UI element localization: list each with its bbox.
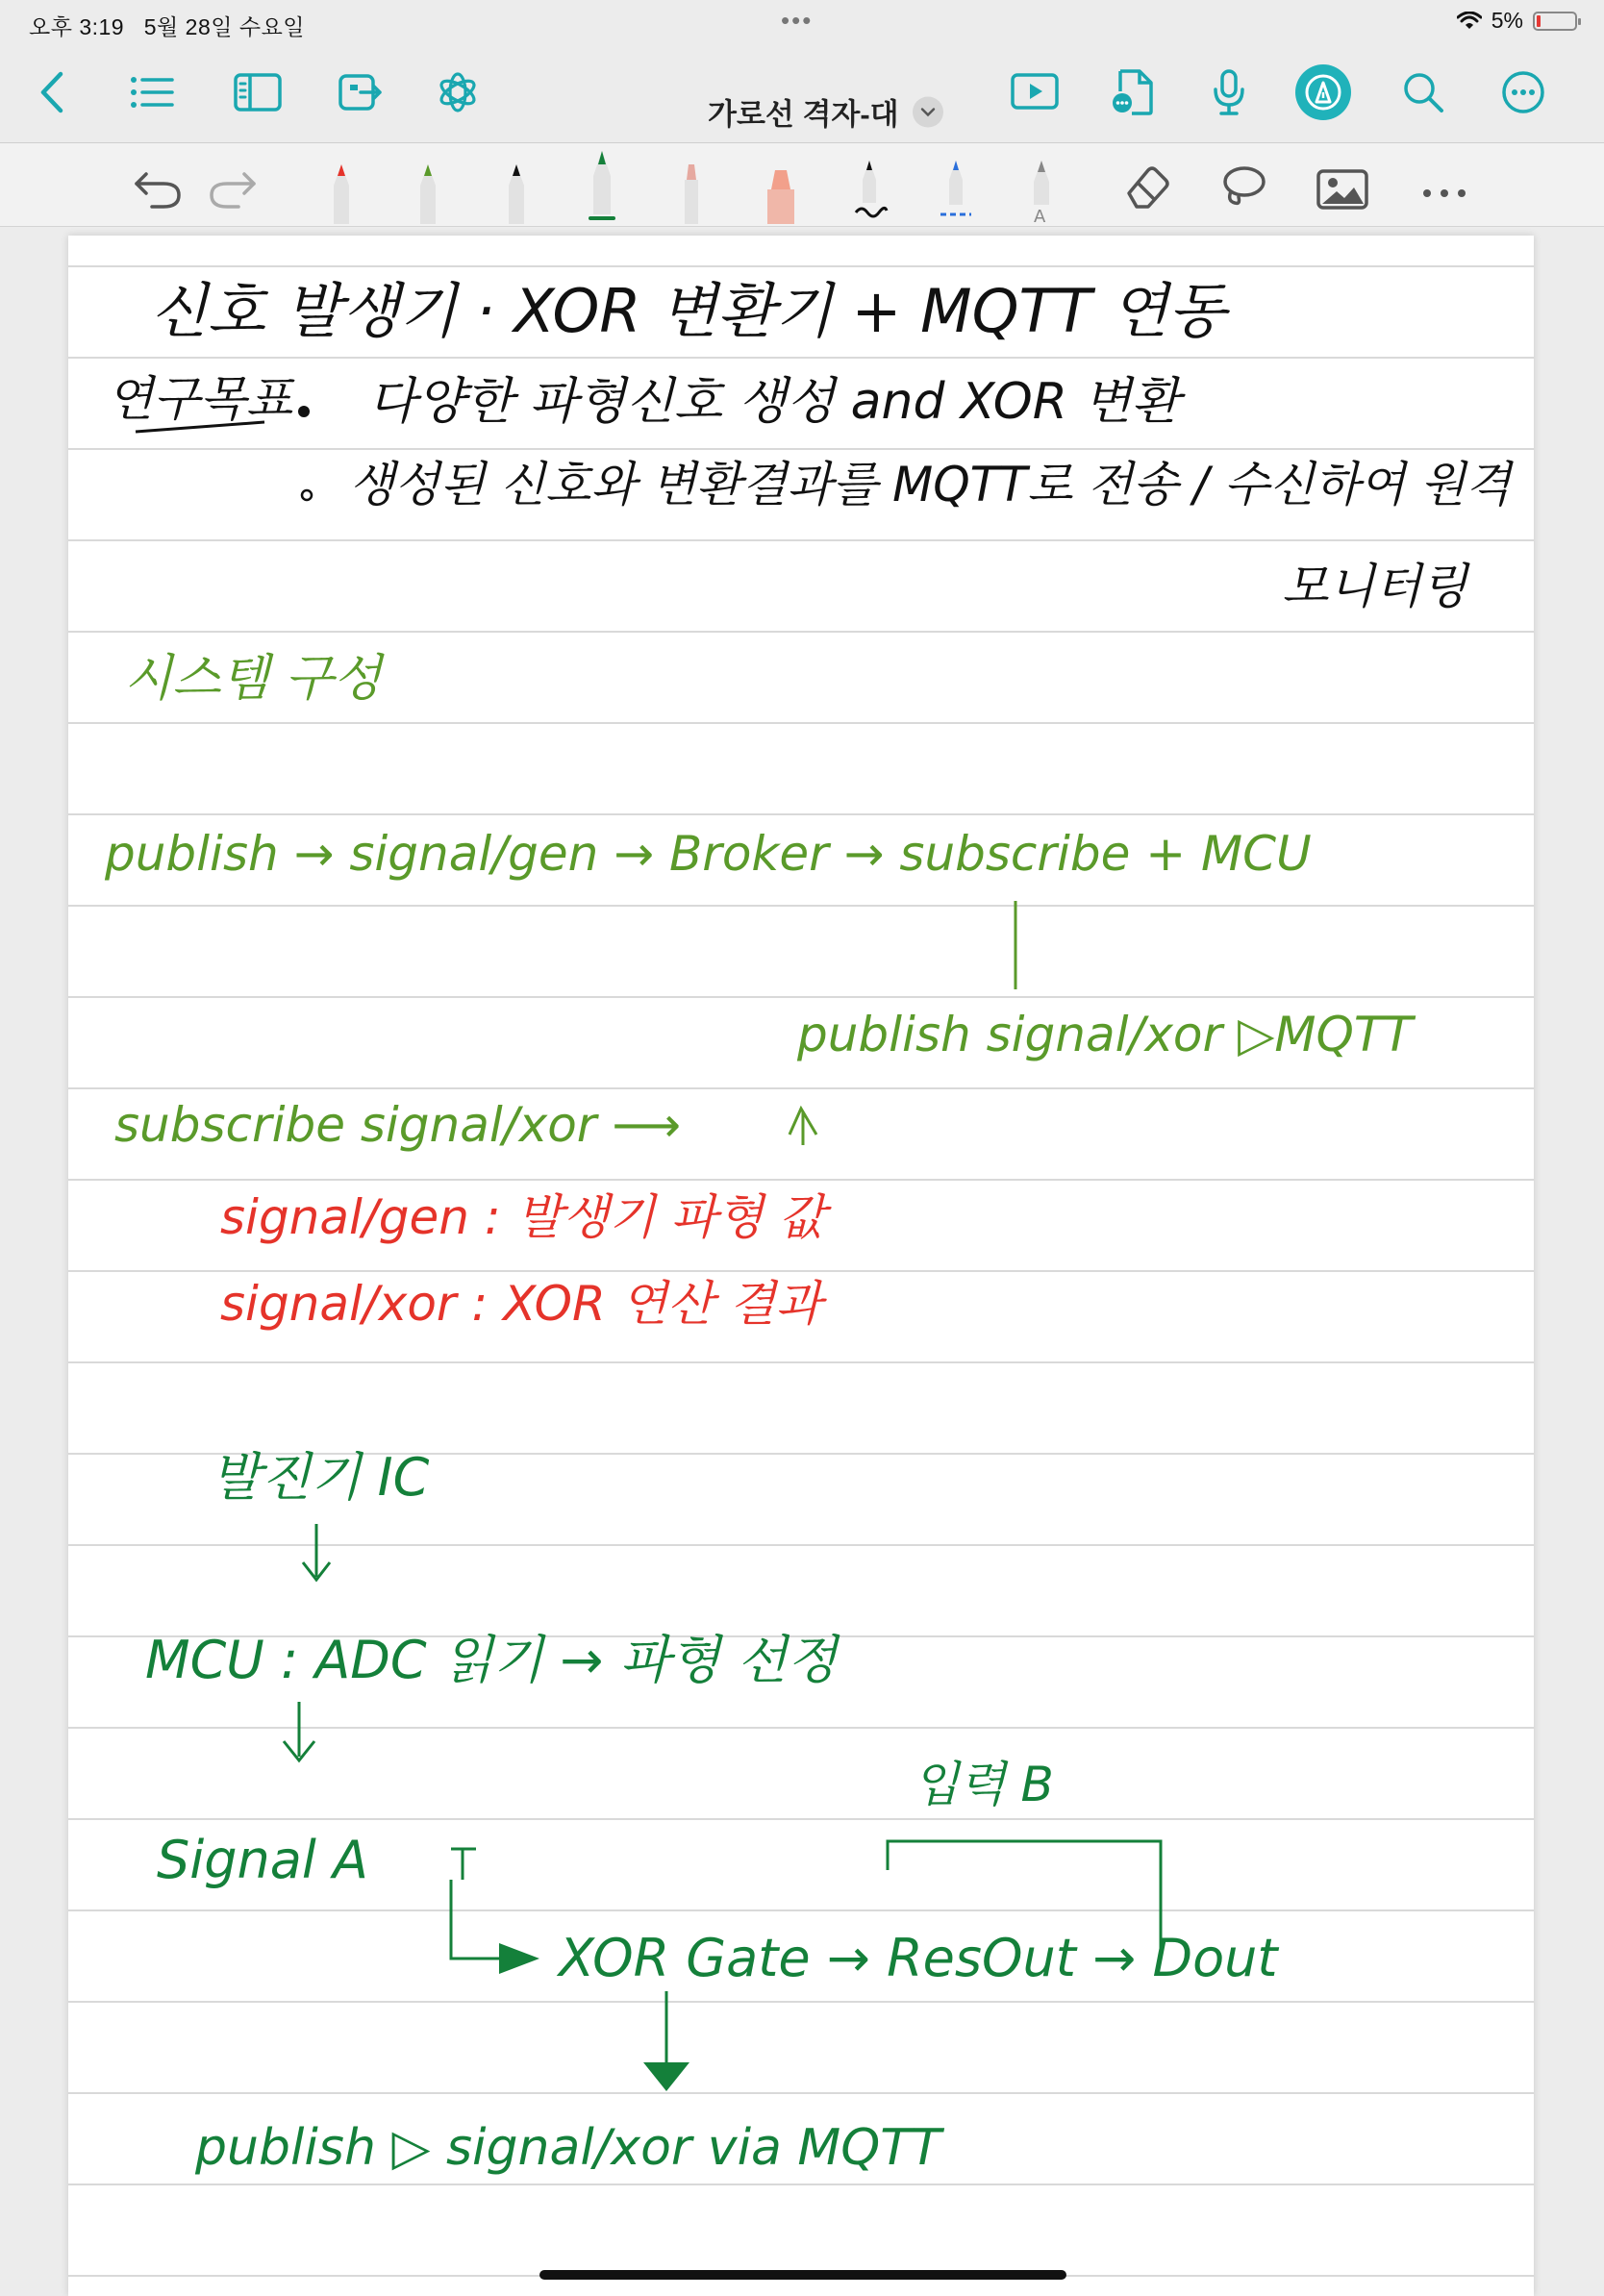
triangle-down-arrow bbox=[643, 2062, 689, 2091]
note-goal-2-cont: 모니터링 bbox=[1282, 559, 1468, 614]
status-right bbox=[1457, 8, 1577, 34]
document-options-button[interactable] bbox=[1102, 62, 1164, 123]
xor-chain: XOR Gate → ResOut → Dout bbox=[559, 1928, 1278, 1988]
lasso-tool[interactable] bbox=[1217, 157, 1267, 211]
back-button[interactable] bbox=[21, 62, 83, 123]
document-title: 가로선 격자-대 bbox=[708, 97, 899, 132]
note-goal-label: 연구목표 bbox=[107, 371, 293, 427]
svg-text:A: A bbox=[1034, 207, 1046, 224]
pen-mode-active bbox=[1295, 64, 1351, 120]
multitask-dots-icon[interactable]: ••• bbox=[781, 6, 814, 35]
image-icon bbox=[1316, 168, 1369, 211]
text-tool-icon bbox=[1025, 157, 1058, 224]
pen-tip-icon bbox=[1304, 73, 1342, 112]
bullet-dot bbox=[302, 490, 312, 500]
eraser-icon bbox=[1121, 162, 1171, 211]
battery-percent: 5% bbox=[1491, 8, 1523, 33]
flow-line-1: publish → signal/gen → Broker → subscribe + MCU bbox=[105, 826, 1312, 882]
dashed-pen-icon bbox=[937, 157, 975, 224]
wifi-icon bbox=[1457, 12, 1482, 31]
redo-button[interactable] bbox=[208, 162, 258, 211]
document-title-button[interactable] bbox=[708, 90, 943, 134]
pen-mode-button[interactable] bbox=[1292, 62, 1354, 123]
down-arrow bbox=[303, 1524, 330, 1580]
pen-green-selected-icon bbox=[583, 147, 621, 222]
outline-button[interactable] bbox=[121, 62, 183, 123]
signal-a-tick bbox=[451, 1849, 476, 1880]
dashed-pen[interactable] bbox=[937, 151, 975, 224]
sidebar-button[interactable] bbox=[227, 62, 288, 123]
eraser-tool[interactable] bbox=[1121, 157, 1171, 211]
pen-black-icon bbox=[500, 161, 533, 224]
up-arrow bbox=[789, 1109, 816, 1145]
play-screen-icon bbox=[1010, 72, 1060, 112]
fountain-pen-icon bbox=[675, 161, 708, 224]
flow-line-2: publish signal/xor ▷MQTT bbox=[797, 1007, 1413, 1062]
home-indicator[interactable] bbox=[539, 2270, 1066, 2280]
ai-assistant-button[interactable] bbox=[427, 62, 489, 123]
toolbar-more-button[interactable] bbox=[1421, 170, 1467, 199]
system-title: 시스템 구성 bbox=[124, 650, 382, 708]
sidebar-icon bbox=[234, 73, 282, 112]
chevron-left-icon bbox=[38, 70, 66, 114]
note-goal-2: 생성된 신호와 변환결과를 MQTT로 전송 / 수신하여 원격 bbox=[349, 457, 1515, 512]
lasso-icon bbox=[1217, 162, 1267, 211]
status-time: 오후 3:19 5월 28일 수요일 bbox=[29, 14, 306, 39]
definition-gen: signal/gen : 발생기 파형 값 bbox=[220, 1189, 826, 1245]
battery-icon bbox=[1533, 12, 1577, 31]
note-goal-1: 다양한 파형신호 생성 and XOR 변환 bbox=[368, 373, 1180, 431]
text-tool[interactable] bbox=[1025, 151, 1058, 224]
search-icon bbox=[1402, 71, 1444, 113]
chevron-down-icon bbox=[913, 96, 943, 127]
fountain-pen[interactable] bbox=[675, 151, 708, 224]
pen-green-light[interactable] bbox=[412, 151, 444, 224]
step-mcu: MCU : ADC 읽기 → 파형 선정 bbox=[145, 1630, 838, 1690]
step-publish: publish ▷ signal/xor via MQTT bbox=[195, 2119, 941, 2177]
pen-red-icon bbox=[325, 161, 358, 224]
more-horizontal-icon bbox=[1421, 187, 1467, 199]
image-tool[interactable] bbox=[1316, 159, 1369, 211]
more-button[interactable] bbox=[1492, 62, 1554, 123]
definition-xor: signal/xor : XOR 연산 결과 bbox=[220, 1276, 822, 1332]
presentation-button[interactable] bbox=[1004, 62, 1065, 123]
signal-a-path bbox=[451, 1880, 499, 1959]
share-doc-icon bbox=[338, 71, 386, 113]
pen-green-light-icon bbox=[412, 161, 444, 224]
note-page[interactable] bbox=[68, 236, 1534, 2296]
drawing-toolbar bbox=[0, 143, 1604, 227]
note-ink-canvas[interactable] bbox=[68, 236, 1534, 2296]
openai-knot-icon bbox=[435, 69, 481, 115]
signal-a-label: Signal A bbox=[157, 1830, 368, 1890]
flow-line-3: subscribe signal/xor ⟶ bbox=[114, 1097, 681, 1153]
bullet-dot bbox=[298, 406, 310, 417]
down-arrow bbox=[284, 1702, 314, 1760]
pen-green-selected[interactable] bbox=[583, 143, 621, 222]
brush-pen[interactable] bbox=[850, 151, 889, 224]
undo-icon bbox=[133, 168, 183, 211]
step-oscillator: 발진기 IC bbox=[211, 1447, 430, 1508]
microphone-icon bbox=[1212, 68, 1246, 116]
list-icon bbox=[130, 75, 174, 110]
note-heading: 신호 발생기 · XOR 변환기 + MQTT 연동 bbox=[150, 276, 1226, 346]
microphone-button[interactable] bbox=[1198, 62, 1260, 123]
highlighter[interactable] bbox=[762, 151, 800, 224]
status-bar bbox=[0, 0, 1604, 42]
undo-button[interactable] bbox=[133, 162, 183, 211]
input-b-label: 입력 B bbox=[913, 1757, 1054, 1812]
more-circle-icon bbox=[1501, 70, 1545, 114]
pen-red[interactable] bbox=[325, 151, 358, 224]
search-button[interactable] bbox=[1392, 62, 1454, 123]
triangle-arrow bbox=[499, 1943, 539, 1974]
brush-pen-icon bbox=[850, 157, 889, 224]
pen-black[interactable] bbox=[500, 151, 533, 224]
document-plus-icon bbox=[1111, 68, 1155, 116]
top-nav-bar bbox=[0, 42, 1604, 143]
redo-icon bbox=[208, 168, 258, 211]
highlighter-icon bbox=[762, 161, 800, 224]
share-button[interactable] bbox=[331, 62, 392, 123]
